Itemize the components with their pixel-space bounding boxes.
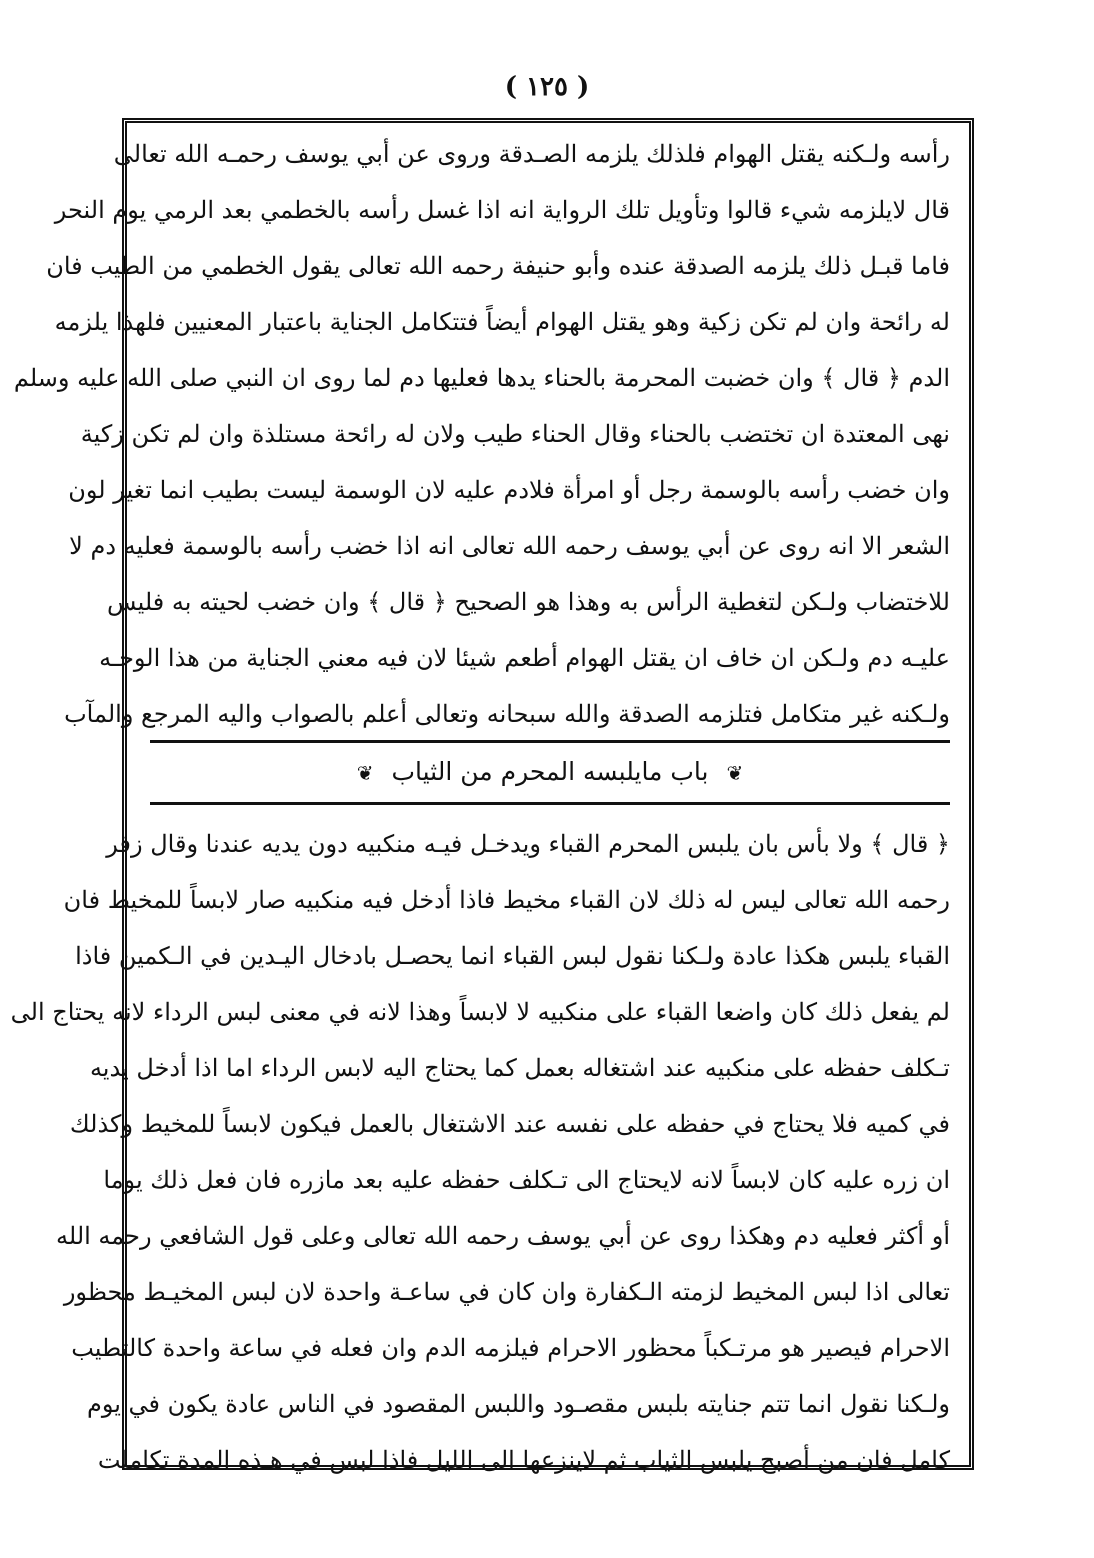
text-line: لم يفعل ذلك كان واضعا القباء على منكبيه لا لابساً وهذا لانه في معنى لبس الرداء لانه يحتاج الى (10, 998, 950, 1026)
section-one-text (13, 126, 950, 742)
text-line: أو أكثر فعليه دم وهكذا روى عن أبي يوسف رحمه الله تعالى وعلى قول الشافعي رحمه الله (56, 1222, 950, 1250)
text-line: له رائحة وان لم تكن زكية وهو يقتل الهوام أيضاً فتتكامل الجناية باعتبار المعنيين فلهذا يلزمه (54, 308, 950, 336)
text-line: للاختضاب ولـكن لتغطية الرأس به وهذا هو الصحيح ﴿ قال ﴾ وان خضب لحيته به فليس (107, 588, 950, 616)
text-line: رحمه الله تعالى ليس له ذلك لان القباء مخيط فاذا أدخل فيه منكبيه صار لابساً للمخيط فان (63, 886, 950, 914)
text-line: ولـكنا نقول انما تتم جنايته بلبس مقصـود واللبس المقصود في الناس عادة يكون في يوم (86, 1390, 950, 1418)
text-line: ان زره عليه كان لابساً لانه لايحتاج الى تـكلف حفظه عليه بعد مازره فان فعل ذلك يوما (103, 1166, 950, 1194)
section-two-text (10, 816, 950, 1488)
text-line: رأسه ولـكنه يقتل الهوام فلذلك يلزمه الصـدقة وروى عن أبي يوسف رحمـه الله تعالى (113, 140, 950, 168)
text-line: القباء يلبس هكذا عادة ولـكنا نقول لبس القباء انما يحصـل بادخال اليـدين في الـكمين فاذا (75, 942, 950, 970)
text-line: كامل فان من أصبح يلبس الثياب ثم لاينزعها الى الليل فاذا لبس في هـذه المدة تكاملت (97, 1446, 950, 1474)
text-line: الاحرام فيصير هو مرتـكباً محظور الاحرام فيلزمه الدم وان فعله في ساعة واحدة كالتطيب (71, 1334, 950, 1362)
text-line: قال لايلزمه شيء قالوا وتأويل تلك الرواية انه اذا غسل رأسه بالخطمي بعد الرمي يوم النحر (54, 196, 950, 224)
section-divider-top (150, 740, 950, 743)
text-line: تعالى اذا لبس المخيط لزمته الـكفارة وان كان في ساعـة واحدة لان لبس المخيـط محظور (63, 1278, 950, 1306)
section-divider-bottom (150, 802, 950, 805)
text-line: ﴿ قال ﴾ ولا بأس بان يلبس المحرم القباء ويدخـل فيـه منكبيه دون يديه عندنا وقال زفر (106, 830, 950, 858)
text-line: الشعر الا انه روى عن أبي يوسف رحمه الله تعالى انه اذا خضب رأسه بالوسمة فعليه دم لا (69, 532, 950, 560)
page-number: ( ١٢٥ ) (504, 72, 590, 102)
ornament-icon: ❦ (356, 761, 374, 785)
text-line: عليـه دم ولـكن ان خاف ان يقتل الهوام أطعم شيئا لان فيه معني الجناية من هذا الوجـه (99, 644, 950, 672)
section-heading (150, 750, 950, 795)
text-line: ولـكنه غير متكامل فتلزمه الصدقة والله سبحانه وتعالى أعلم بالصواب واليه المرجع والمآب (64, 700, 950, 728)
text-line: فاما قبـل ذلك يلزمه الصدقة عنده وأبو حنيفة رحمه الله تعالى يقول الخطمي من الطيب فان (46, 252, 950, 280)
section-heading-text: باب مايلبسه المحرم من الثياب (391, 757, 709, 786)
text-line: في كميه فلا يحتاج في حفظه على نفسه عند الاشتغال بالعمل فيكون لابساً للمخيط وكذلك (69, 1110, 950, 1138)
text-line: تـكلف حفظه على منكبيه عند اشتغاله بعمل كما يحتاج اليه لابس الرداء اما اذا أدخل يديه (89, 1054, 950, 1082)
text-line: وان خضب رأسه بالوسمة رجل أو امرأة فلادم عليه لان الوسمة ليست بطيب انما تغير لون (68, 476, 950, 504)
text-line: نهى المعتدة ان تختضب بالحناء وقال الحناء طيب ولان له رائحة مستلذة وان لم تكن زكية (80, 420, 950, 448)
text-line: الدم ﴿ قال ﴾ وان خضبت المحرمة بالحناء يدها فعليها دم لما روى ان النبي صلى الله عليه وسلم (13, 364, 950, 392)
ornament-icon: ❦ (726, 761, 744, 785)
